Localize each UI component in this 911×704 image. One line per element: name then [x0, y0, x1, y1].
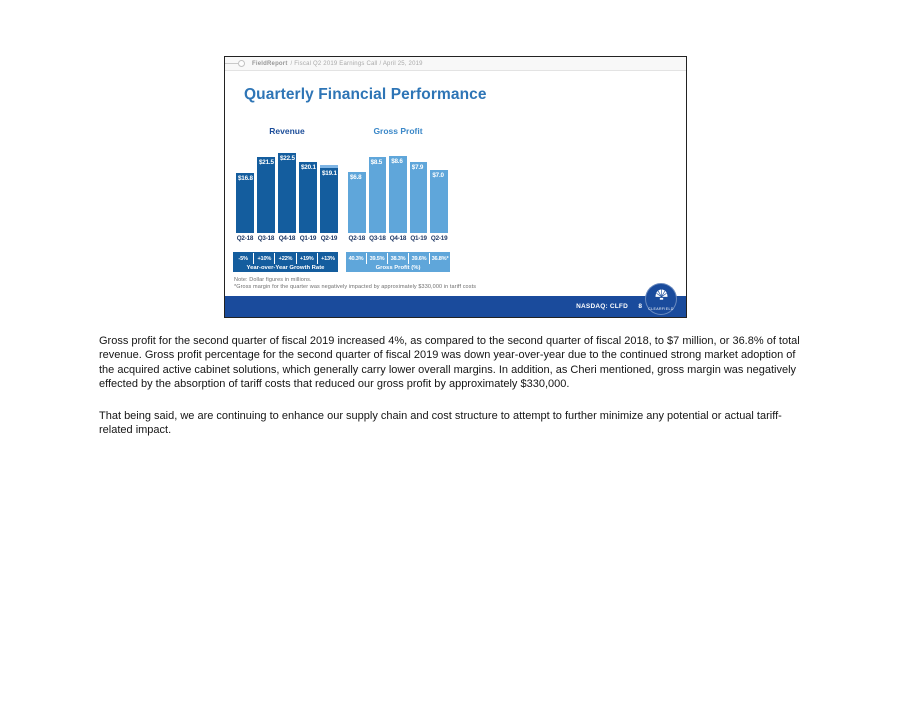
- bar-Q4-18: [278, 153, 296, 233]
- bar-rect: [320, 165, 338, 233]
- footnote-line: Note: Dollar figures in millions.: [234, 277, 312, 283]
- revenue-category-axis: [236, 235, 338, 242]
- gross-profit-chart-title: Gross Profit: [373, 126, 423, 136]
- category-label: Q1-19: [410, 235, 427, 242]
- bar-Q2-18: [348, 172, 366, 233]
- bar-value-label: $20.1: [301, 163, 316, 171]
- category-label: Q2-18: [236, 235, 254, 242]
- band-value: +22%: [275, 253, 296, 264]
- band-value: 39.5%: [367, 253, 388, 264]
- bar-value-label: $7.9: [411, 164, 424, 172]
- slide-title: Quarterly Financial Performance: [244, 86, 487, 103]
- revenue-chart-title: Revenue: [269, 126, 305, 136]
- bar-value-label: $8.5: [370, 158, 383, 166]
- growth-rate-band: [233, 252, 338, 272]
- bar-value-label: $6.8: [350, 174, 362, 182]
- bar-Q2-18: [236, 173, 254, 233]
- bar-value-label: $8.6: [391, 158, 403, 165]
- band-value: 40.3%: [346, 253, 367, 264]
- bar-Q3-18: [369, 157, 387, 233]
- slide-footer-bar: [225, 296, 686, 317]
- bar-rect: [369, 157, 387, 233]
- paragraph: That being said, we are continuing to enhance our supply chain and cost structure to attempt to further minimize any potential or actual tariff-related impact.: [99, 409, 782, 437]
- shell-icon: [655, 288, 668, 306]
- band-values-row: [233, 253, 338, 264]
- bar-value-label: $21.5: [259, 158, 274, 166]
- category-label: Q3-18: [257, 235, 275, 242]
- bar-Q3-18: [257, 157, 275, 233]
- slide-footnotes: [234, 277, 476, 291]
- gross-profit-pct-band: [346, 252, 450, 272]
- timeline-line-icon: [225, 63, 238, 64]
- bar-Q2-19: [430, 170, 448, 233]
- bar-rect: [299, 162, 317, 234]
- band-value: +10%: [254, 253, 275, 264]
- category-label: Q2-19: [320, 235, 338, 242]
- category-label: Q2-18: [348, 235, 366, 242]
- breadcrumb-app-name: FieldReport: [252, 60, 288, 67]
- revenue-bars: [236, 153, 338, 233]
- band-values-row: [346, 253, 450, 264]
- bar-value-label: $22.5: [280, 155, 295, 162]
- ticker-label: NASDAQ: CLFD: [576, 303, 628, 310]
- band-value: 39.6%: [409, 253, 430, 264]
- bar-rect: [410, 162, 428, 233]
- category-label: Q4-18: [278, 235, 296, 242]
- bar-rect: [257, 157, 275, 233]
- bar-Q4-18: [389, 156, 407, 233]
- embedded-slide: [224, 56, 687, 318]
- bar-rect: [348, 172, 366, 233]
- category-label: Q2-19: [430, 235, 448, 242]
- band-value: +13%: [321, 255, 335, 262]
- paragraph: Gross profit for the second quarter of fiscal 2019 increased 4%, as compared to the second quarter of fiscal 2018, to $7 million, or 36.8% of total revenue. Gross profit percentage for the second quarter of fiscal 2019 was down year-over-year due to the continued strong market adoption of the acquired active cabinet solutions, which generally carry lower overall margins. In addition, as Cheri mentioned, gross margin was negatively effected by the absorption of tariff costs that reduced our gross profit by approximately $330,000.: [99, 335, 800, 391]
- logo-wordmark: CLEARFIELD: [648, 306, 674, 311]
- clearfield-logo: [645, 283, 677, 315]
- transcript-body: [99, 334, 811, 437]
- category-label: Q4-18: [389, 235, 407, 242]
- band-title: Gross Profit (%): [375, 265, 421, 271]
- slide-topbar: [225, 57, 686, 71]
- bar-value-label: $7.0: [432, 172, 444, 180]
- bar-Q1-19: [410, 162, 428, 233]
- category-label: Q3-18: [369, 235, 386, 242]
- slide-page-number: 8: [638, 303, 642, 310]
- category-label: Q1-19: [299, 235, 317, 242]
- bar-value-label: $16.8: [238, 175, 253, 183]
- bar-value-label: $19.1: [322, 170, 337, 178]
- bar-rect: [430, 170, 448, 233]
- band-title: Year-over-Year Growth Rate: [246, 265, 325, 271]
- bar-rect: [236, 173, 254, 233]
- bar-rect: [278, 153, 296, 233]
- bar-rect: [389, 156, 407, 233]
- band-value: -5%: [233, 253, 254, 264]
- timeline-node-icon: [238, 60, 245, 67]
- breadcrumb-trail: / Fiscal Q2 2019 Earnings Call / April 25, 2019: [290, 60, 423, 67]
- footnote-line: *Gross margin for the quarter was negatively impacted by approximately $330,000 in tariff costs: [234, 284, 477, 290]
- gross-profit-bars: [348, 156, 448, 233]
- breadcrumb: [252, 61, 423, 67]
- band-value: 36.8%*: [431, 255, 449, 262]
- band-value: 38.3%: [388, 253, 409, 264]
- gross-profit-category-axis: [348, 235, 448, 242]
- bar-Q1-19: [299, 162, 317, 234]
- bar-Q2-19: [320, 165, 338, 233]
- band-value: +19%: [297, 253, 318, 264]
